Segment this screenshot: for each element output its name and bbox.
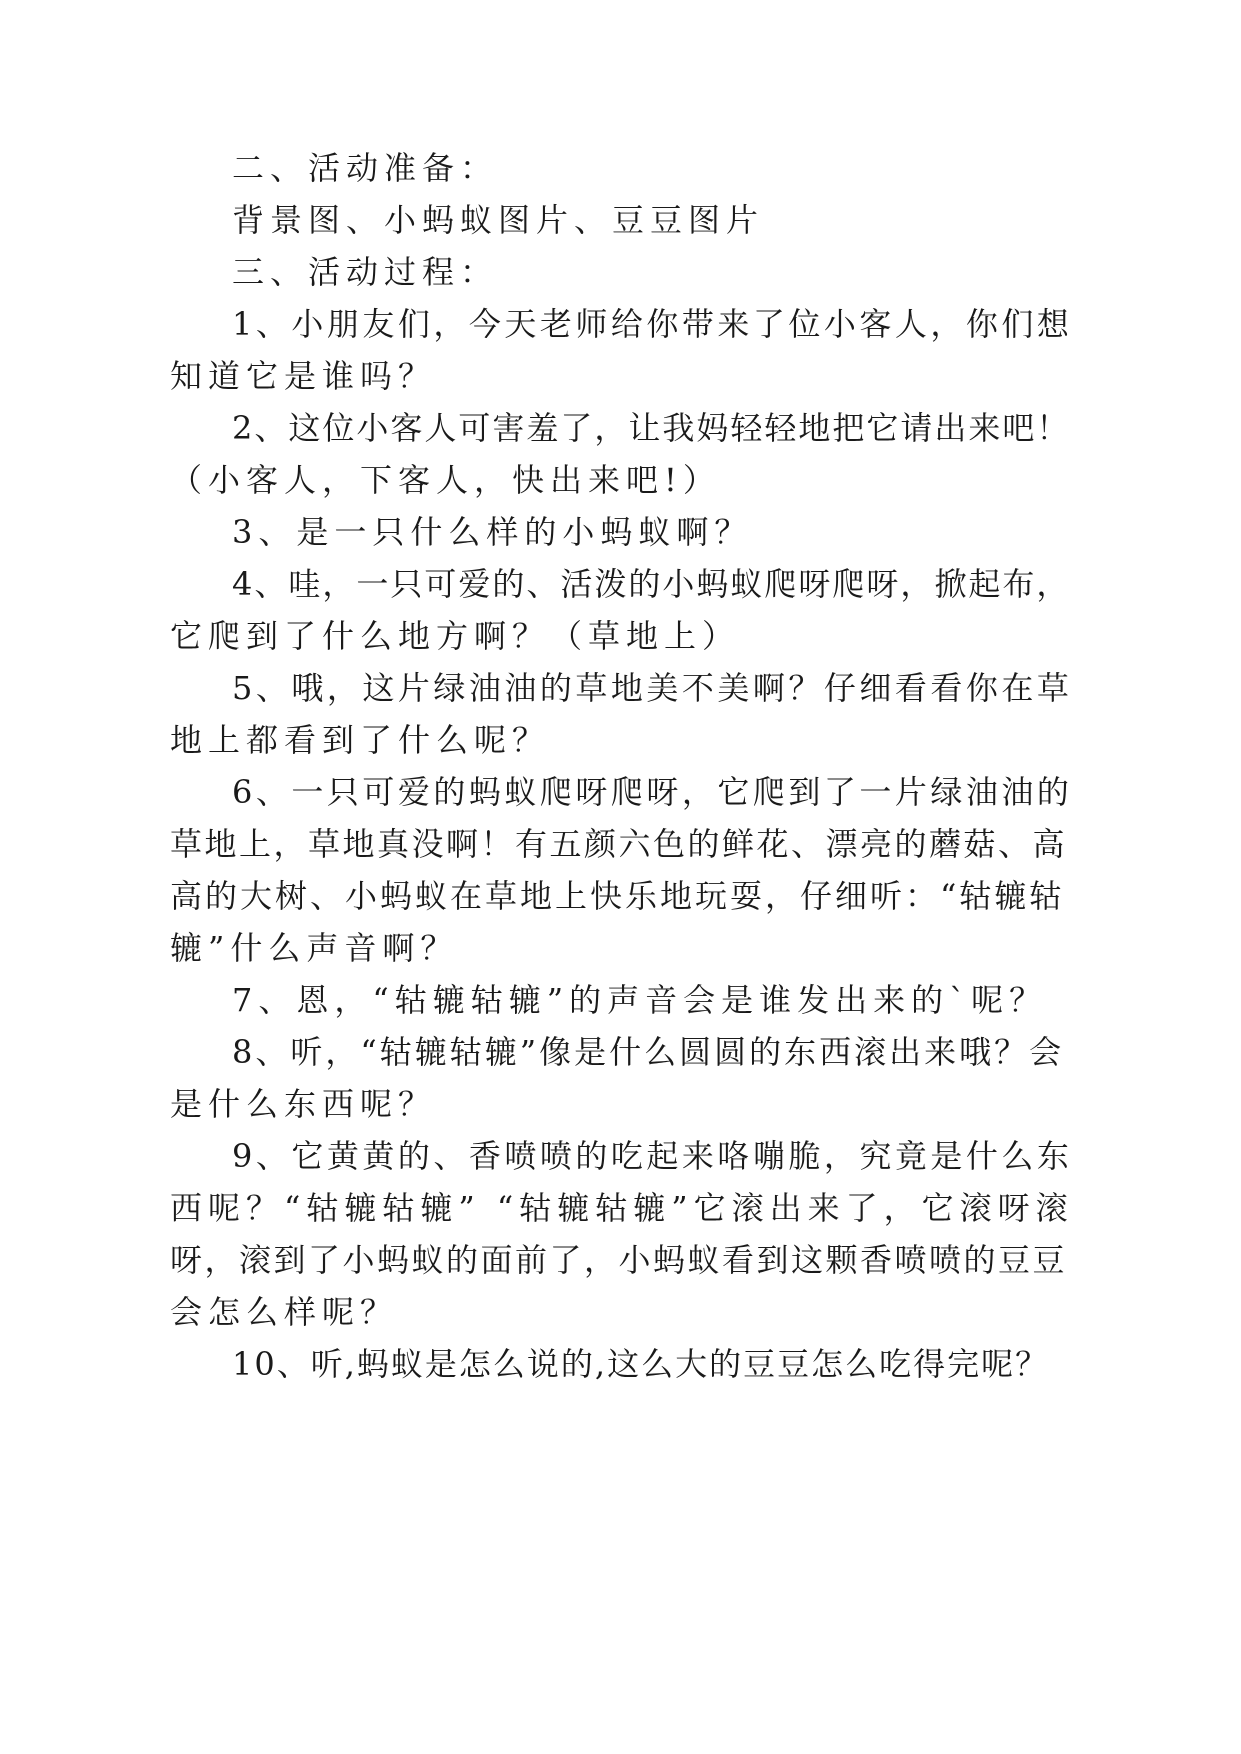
text-line: 会怎么样呢？ [170, 1293, 399, 1331]
text-line: 2、这位小客人可害羞了，让我妈轻轻地把它请出来吧！ [232, 409, 1071, 447]
text-line: 7、恩，“轱辘轱辘”的声音会是谁发出来的`呢？ [232, 981, 1048, 1019]
text-line: 3、是一只什么样的小蚂蚁啊？ [232, 513, 753, 551]
text-line: （小客人，下客人，快出来吧!） [170, 461, 721, 499]
text-line: 高的大树、小蚂蚁在草地上快乐地玩耍，仔细听：“轱辘轱 [170, 877, 1065, 915]
text-line: 10、听,蚂蚁是怎么说的,这么大的豆豆怎么吃得完呢？ [232, 1345, 1050, 1383]
text-line: 5、哦，这片绿油油的草地美不美啊？仔细看看你在草 [232, 669, 1073, 707]
section-heading-preparation: 二、活动准备： [232, 149, 499, 187]
text-line: 知道它是谁吗？ [170, 357, 437, 395]
text-line: 4、哇，一只可爱的、活泼的小蚂蚁爬呀爬呀，掀起布， [232, 565, 1071, 603]
text-line: 草地上，草地真没啊！有五颜六色的鲜花、漂亮的蘑菇、高 [170, 825, 1068, 863]
text-line: 是什么东西呢？ [170, 1085, 437, 1123]
text-line: 1、小朋友们，今天老师给你带来了位小客人，你们想 [232, 305, 1073, 343]
text-line: 8、听，“轱辘轱辘”像是什么圆圆的东西滚出来哦？会 [232, 1033, 1065, 1071]
section-heading-process: 三、活动过程： [232, 253, 499, 291]
text-line: 呀，滚到了小蚂蚁的面前了，小蚂蚁看到这颗香喷喷的豆豆 [170, 1241, 1068, 1279]
text-line: 地上都看到了什么呢？ [170, 721, 551, 759]
text-line: 9、它黄黄的、香喷喷的吃起来咯嘣脆，究竟是什么东 [232, 1137, 1073, 1175]
text-line: 它爬到了什么地方啊？（草地上） [170, 617, 741, 655]
text-line: 背景图、小蚂蚁图片、豆豆图片 [232, 201, 765, 239]
text-line: 6、一只可爱的蚂蚁爬呀爬呀，它爬到了一片绿油油的 [232, 773, 1073, 811]
text-line: 西呢？“轱辘轱辘” “轱辘轱辘”它滚出来了，它滚呀滚 [170, 1189, 1074, 1227]
text-line: 辘”什么声音啊？ [170, 929, 459, 967]
